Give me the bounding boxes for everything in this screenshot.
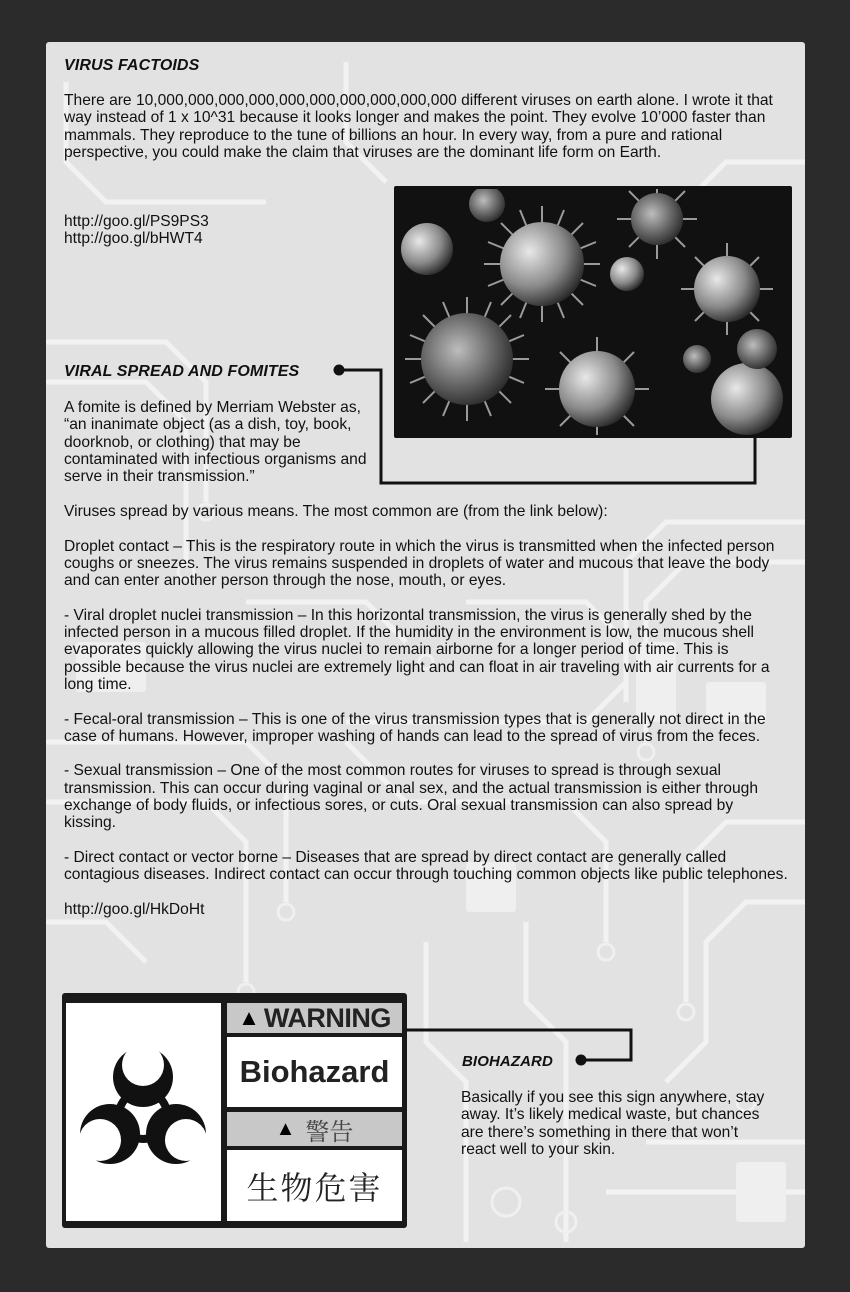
virus-factoids-paragraph: There are 10,000,000,000,000,000,000,000,000,000,000 different viruses on earth alone. I wrote it that way instead of 1 x 10^31 because it looks longer and makes the point. They evolve 10’000 faster than mammals. They reproduce to the tune of billions an hour. In every way, from a pure and rational perspective, you could make the claim that viruses are the dominant life form on Earth. [64, 92, 773, 161]
transmission-source-link[interactable]: http://goo.gl/HkDoHt [64, 900, 205, 918]
virus-factoids-links [64, 213, 364, 248]
warning-header [227, 1003, 402, 1033]
warning-label: WARNING [263, 1002, 391, 1033]
chinese-biohazard-label: 生物危害 [246, 1169, 383, 1206]
virus-factoids-section [64, 57, 789, 161]
warning-triangle-icon: ▲ [238, 1005, 260, 1030]
fomite-definition: A fomite is defined by Merriam Webster as, “an inanimate object (as a dish, toy, book, doorknob, or clothing) that may be contaminated with infectious organisms and serve in their transmission.” [64, 399, 367, 486]
source-link[interactable]: http://goo.gl/PS9PS3 [64, 213, 209, 230]
warning-triangle-icon: ▲ [275, 1117, 296, 1140]
source-link[interactable]: http://goo.gl/bHWT4 [64, 230, 203, 248]
biohazard-symbol-panel [66, 1003, 221, 1221]
transmission-mode: Droplet contact – This is the respiratory route in which the virus is transmitted when the infected person coughs or sneezes. The virus remains suspended in droplets of water and mucous that leave the body and can enter another person through the nose, mouth, or eyes. [64, 537, 775, 590]
transmission-mode: - Viral droplet nuclei transmission – In this horizontal transmission, the virus is generally shed by the infected person in a mucous filled droplet. If the humidity in the environment is low, the mucous shell evaporates quickly allowing the virus nuclei to remain airborne for a longer period of time. This is possible because the virus nuclei are extremely light and can float in air traveling with air currents for a long time. [64, 606, 770, 693]
chinese-warning-header [227, 1112, 402, 1146]
transmission-mode: - Fecal-oral transmission – This is one of the virus transmission types that is generally not direct in the case of humans. However, improper washing of hands can lead to the spread of virus from the feces. [64, 710, 766, 745]
chinese-biohazard-panel [227, 1150, 402, 1221]
transmission-mode: - Sexual transmission – One of the most common routes for viruses to spread is through sexual transmission. This can occur during vaginal or anal sex, and the actual transmission is either through exchange of body fluids, or infectious sores, or cuts. Oral sexual transmission can also spread by kissing. [64, 762, 758, 832]
biohazard-label: Biohazard [239, 1054, 390, 1089]
biohazard-heading: BIOHAZARD [462, 1053, 553, 1070]
biohazard-icon [66, 1003, 221, 1221]
chinese-warning-label: 警告 [305, 1118, 354, 1146]
biohazard-label-panel [227, 1037, 402, 1107]
biohazard-warning-sign [62, 993, 407, 1228]
connector-line [326, 362, 776, 487]
biohazard-paragraph: Basically if you see this sign anywhere, stay away. It’s likely medical waste, but chances are there’s something in there that won’t react well to your skin. [461, 1089, 765, 1158]
transmission-intro: Viruses spread by various means. The most common are (from the link below): [64, 503, 608, 520]
transmission-section [64, 503, 789, 935]
viral-spread-heading: VIRAL SPREAD AND FOMITES [64, 363, 300, 380]
virus-factoids-heading: VIRUS FACTOIDS [64, 57, 200, 74]
content-page [46, 42, 805, 1248]
transmission-mode: - Direct contact or vector borne – Diseases that are spread by direct contact are generally called contagious diseases. Indirect contact can occur through touching common objects like public telephones. [64, 848, 788, 884]
